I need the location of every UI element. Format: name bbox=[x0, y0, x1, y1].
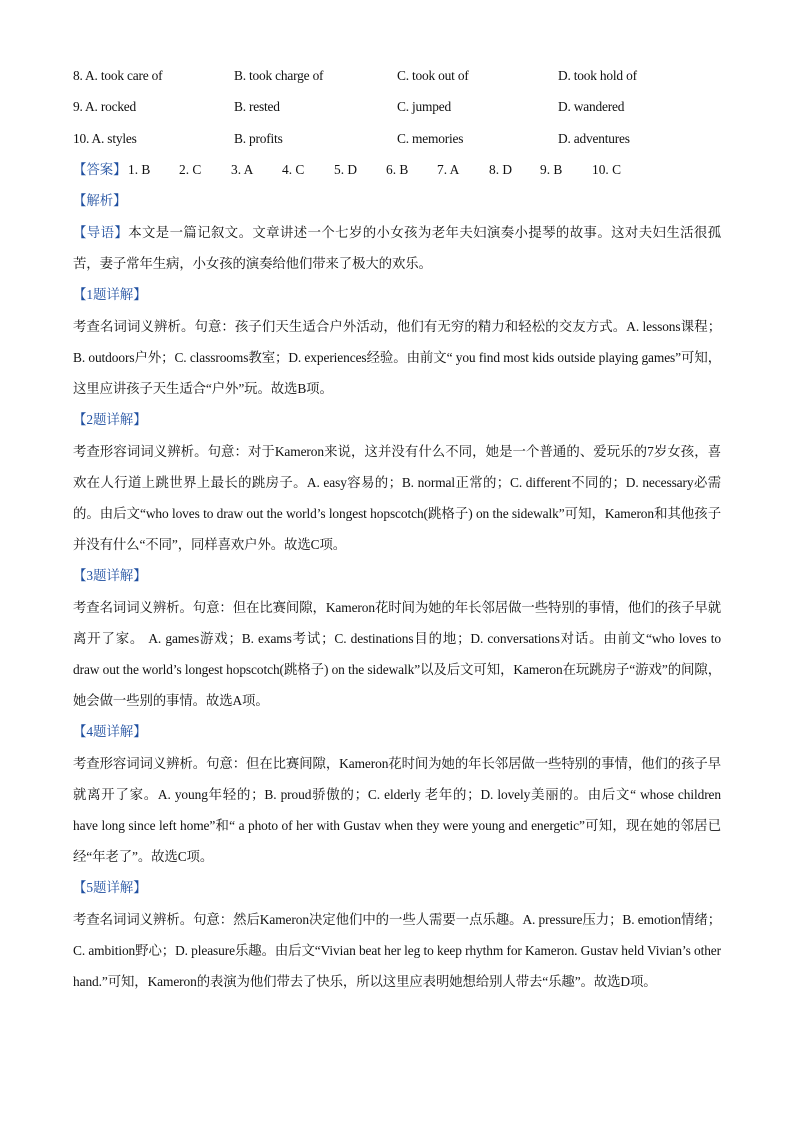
answer-item: 5. D bbox=[334, 162, 358, 177]
analysis-label: 【解析】 bbox=[73, 193, 127, 208]
intro-tag: 【导语】 bbox=[73, 225, 129, 240]
option-d: D. took hold of bbox=[558, 68, 637, 83]
answer-item: 9. B bbox=[540, 162, 563, 177]
detail-5-title: 【5题详解】 bbox=[73, 880, 147, 895]
detail-2-text: 考查形容词词义辨析。句意：对于Kameron来说，这并没有什么不同，她是一个普通的、爱玩乐的7岁女孩，喜欢在人行道上跳世界上最长的跳房子。A. easy容易的；B. normal正常的；C. different不同的；D. necessary必需的。由后文“who loves to draw out the world’s longest hopscotch(跳格子) on the sidewalk”可知，Kameron和其他孩子并没有什么“不同”，同样喜欢户外。故选C项。 bbox=[73, 444, 721, 552]
detail-2-title: 【2题详解】 bbox=[73, 412, 147, 427]
option-b: B. profits bbox=[234, 131, 283, 146]
detail-4-text: 考查形容词词义辨析。句意：但在比赛间隙，Kameron花时间为她的年长邻居做一些特别的事情，他们的孩子早就离开了家。A. young年轻的；B. proud骄傲的；C. elderly 老年的；D. lovely美丽的。由后文“ whose children have long since left home”和“ a photo of her with Gustav when they were young and energetic”可知，现在她的邻居已经“年老了”。故选C项。 bbox=[73, 756, 721, 864]
answer-item: 8. D bbox=[489, 162, 513, 177]
answer-item: 2. C bbox=[179, 162, 202, 177]
answer-item: 3. A bbox=[231, 162, 254, 177]
option-a: 10. A. styles bbox=[73, 131, 137, 146]
detail-4-title: 【4题详解】 bbox=[73, 724, 147, 739]
detail-3-title: 【3题详解】 bbox=[73, 568, 147, 583]
option-d: D. wandered bbox=[558, 99, 625, 114]
detail-3-text: 考查名词词义辨析。句意：但在比赛间隙，Kameron花时间为她的年长邻居做一些特别的事情，他们的孩子早就离开了家。 A. games游戏；B. exams考试；C. destinations目的地；D. conversations对话。由前文“who loves to draw out the world’s longest hopscotch(跳格子) on the sidewalk”以及后文可知，Kameron在玩跳房子“游戏”的间隙，她会做一些别的事情。故选A项。 bbox=[73, 600, 721, 708]
option-c: C. jumped bbox=[397, 99, 451, 114]
answer-item: 1. B bbox=[128, 162, 151, 177]
option-a: 8. A. took care of bbox=[73, 68, 163, 83]
intro-text: 本文是一篇记叙文。文章讲述一个七岁的小女孩为老年夫妇演奏小提琴的故事。这对夫妇生活很孤苦，妻子常年生病，小女孩的演奏给他们带来了极大的欢乐。 bbox=[73, 225, 721, 271]
answer-item: 6. B bbox=[386, 162, 409, 177]
options-row-9 bbox=[73, 97, 733, 117]
answer-key bbox=[73, 160, 733, 180]
detail-1-text: 考查名词词义辨析。句意：孩子们天生适合户外活动，他们有无穷的精力和轻松的交友方式。A. lessons课程；B. outdoors户外；C. classrooms教室；D. experiences经验。由前文“ you find most kids outside playing games”可知，这里应讲孩子天生适合“户外”玩。故选B项。 bbox=[73, 319, 721, 396]
option-b: B. took charge of bbox=[234, 68, 324, 83]
answer-item: 10. C bbox=[592, 162, 622, 177]
options-row-8 bbox=[73, 66, 733, 86]
answer-label: 【答案】 bbox=[73, 162, 127, 177]
option-c: C. took out of bbox=[397, 68, 469, 83]
option-c: C. memories bbox=[397, 131, 464, 146]
answer-item: 4. C bbox=[282, 162, 305, 177]
answer-item: 7. A bbox=[437, 162, 460, 177]
option-d: D. adventures bbox=[558, 131, 630, 146]
option-b: B. rested bbox=[234, 99, 280, 114]
option-a: 9. A. rocked bbox=[73, 99, 137, 114]
detail-1-title: 【1题详解】 bbox=[73, 287, 147, 302]
detail-5-text: 考查名词词义辨析。句意：然后Kameron决定他们中的一些人需要一点乐趣。A. pressure压力；B. emotion情绪；C. ambition野心；D. pleasure乐趣。由后文“Vivian beat her leg to keep rhythm for Kameron. Gustav held Vivian’s other hand.”可知，Kameron的表演为他们带去了快乐，所以这里应表明她想给别人带去“乐趣”。故选D项。 bbox=[73, 912, 721, 989]
intro-paragraph bbox=[73, 217, 721, 279]
options-row-10 bbox=[73, 129, 733, 149]
